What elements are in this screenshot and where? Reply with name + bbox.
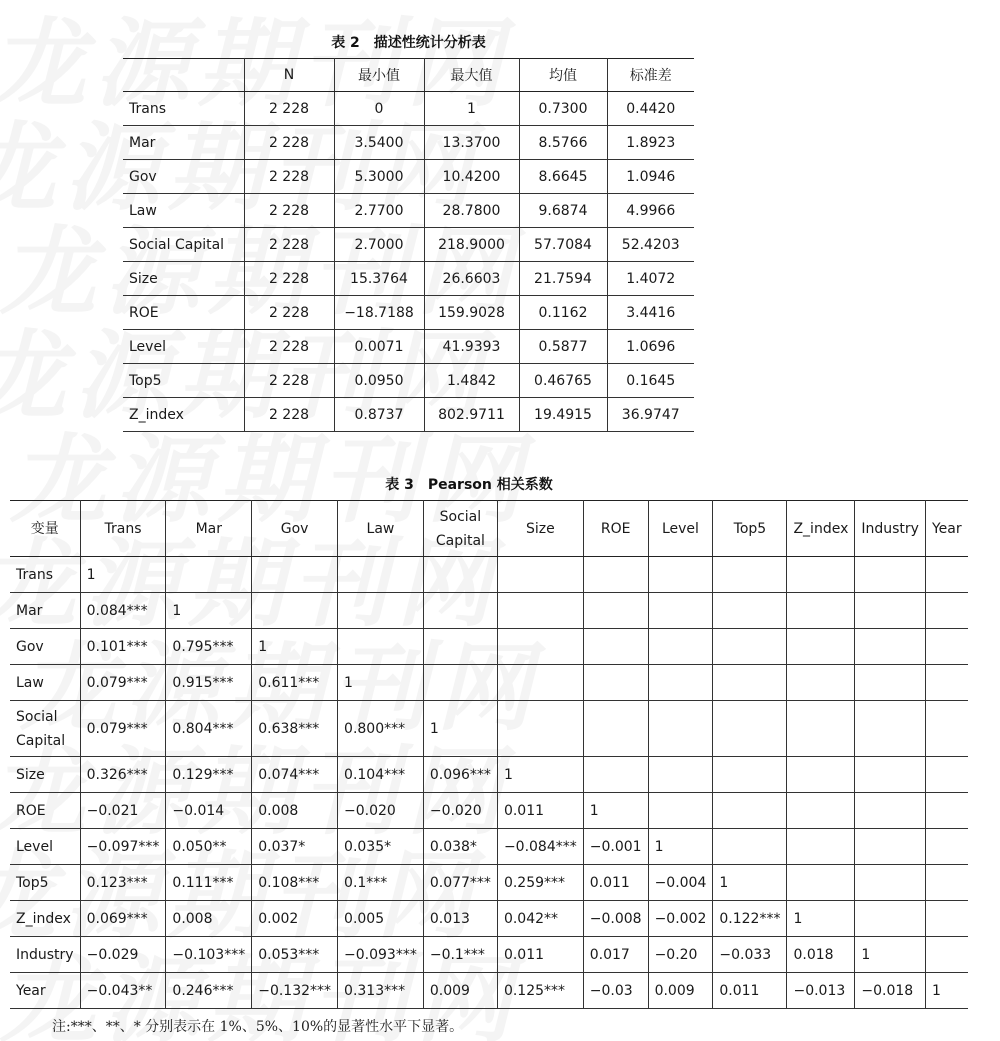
table-cell [423,593,497,629]
column-header: 最小值 [334,59,424,92]
descriptive-stats-table [123,58,694,432]
table-cell [338,629,424,665]
table-cell: 0.079*** [80,701,166,757]
table-cell: 0.104*** [338,757,424,793]
row-label: Industry [10,937,80,973]
row-label: Level [10,829,80,865]
table-cell: 1 [648,829,713,865]
table-cell: 0.804*** [166,701,252,757]
row-label: ROE [123,296,244,330]
table-cell: 28.7800 [424,194,519,228]
table-row [123,364,694,398]
table-row [10,665,968,701]
table-cell: −0.093*** [338,937,424,973]
table-cell: 1 [855,937,926,973]
table-cell: −0.033 [713,937,787,973]
table-row [123,296,694,330]
table-cell: 0.011 [583,865,648,901]
column-header: 均值 [519,59,607,92]
row-label: Z_index [123,398,244,432]
table-cell: 3.5400 [334,126,424,160]
row-label: ROE [10,793,80,829]
table-row [123,194,694,228]
table-cell: 26.6603 [424,262,519,296]
table-cell [583,593,648,629]
table-cell: 0.011 [497,793,583,829]
table-cell: 1 [338,665,424,701]
table-cell: 1 [166,593,252,629]
table-cell: 4.9966 [607,194,694,228]
table-cell [583,757,648,793]
table-cell: 0.053*** [252,937,338,973]
table-cell: −0.001 [583,829,648,865]
table-cell: 8.6645 [519,160,607,194]
row-label: Z_index [10,901,80,937]
column-header: Trans [80,501,166,557]
table-cell [925,701,967,757]
table-cell: 0.125*** [497,973,583,1009]
table-cell: 0.129*** [166,757,252,793]
table-cell: 0.111*** [166,865,252,901]
column-header [123,59,244,92]
table-cell: 0.795*** [166,629,252,665]
column-header: Gov [252,501,338,557]
table-cell: 57.7084 [519,228,607,262]
table-cell [855,557,926,593]
table-cell: −0.020 [423,793,497,829]
table-cell: −0.029 [80,937,166,973]
column-header: 变量 [10,501,80,557]
table-cell [648,629,713,665]
table-cell [855,665,926,701]
table-cell: 1 [424,92,519,126]
table-row [10,901,968,937]
table-cell: 1 [713,865,787,901]
column-header: Industry [855,501,926,557]
table-cell: 0.1*** [338,865,424,901]
column-header: Top5 [713,501,787,557]
table-cell: 2 228 [244,330,334,364]
table-row [10,701,968,757]
table-cell: −0.020 [338,793,424,829]
table-cell: 0.0071 [334,330,424,364]
table-cell: 0.638*** [252,701,338,757]
table-cell [787,593,855,629]
column-header: Level [648,501,713,557]
table-cell: 0.4420 [607,92,694,126]
column-header: N [244,59,334,92]
table-cell: 0.096*** [423,757,497,793]
table-cell: 0.313*** [338,973,424,1009]
table-cell: 2 228 [244,262,334,296]
table-cell: 2 228 [244,398,334,432]
row-label: Top5 [10,865,80,901]
table-cell: 0.008 [252,793,338,829]
row-label: Gov [10,629,80,665]
table-cell [925,557,967,593]
table-cell [787,665,855,701]
table-cell [713,757,787,793]
table-cell [648,593,713,629]
table-cell: 3.4416 [607,296,694,330]
table-cell [583,629,648,665]
table-cell [925,757,967,793]
table-cell: 0.050** [166,829,252,865]
table-cell: −0.1*** [423,937,497,973]
table-row [10,757,968,793]
table-header-row [10,501,968,557]
table-cell [787,629,855,665]
column-header: Social Capital [423,501,497,557]
table-cell: 1.4842 [424,364,519,398]
table-cell [787,757,855,793]
table-cell: 19.4915 [519,398,607,432]
table-cell [338,557,424,593]
table-cell: 0.038* [423,829,497,865]
table-cell: 0.246*** [166,973,252,1009]
table-cell [787,793,855,829]
table-cell [252,557,338,593]
table-cell: 0 [334,92,424,126]
table-cell: 0.008 [166,901,252,937]
table-cell: −0.03 [583,973,648,1009]
table-cell: 0.079*** [80,665,166,701]
column-header: Size [497,501,583,557]
table-cell: 0.0950 [334,364,424,398]
table-cell: 0.259*** [497,865,583,901]
table-row [10,557,968,593]
table-cell: 41.9393 [424,330,519,364]
table-cell: 0.5877 [519,330,607,364]
table-cell [925,665,967,701]
table-cell: 13.3700 [424,126,519,160]
table-cell [648,701,713,757]
column-header: 标准差 [607,59,694,92]
table-cell [925,865,967,901]
table-cell: 1.0696 [607,330,694,364]
table-cell [925,629,967,665]
table-cell [855,865,926,901]
table-cell: 1 [497,757,583,793]
table-header-row [123,59,694,92]
column-header: Year [925,501,967,557]
table-cell: 2 228 [244,228,334,262]
table-cell: 1 [583,793,648,829]
table-cell: 1.4072 [607,262,694,296]
table-cell: 0.013 [423,901,497,937]
row-label: Trans [10,557,80,593]
table-cell [338,593,424,629]
table-cell: 1 [252,629,338,665]
table-cell: 0.46765 [519,364,607,398]
table-cell: 0.074*** [252,757,338,793]
table-cell [713,557,787,593]
row-label: Social Capital [123,228,244,262]
table-row [10,629,968,665]
table-cell [713,665,787,701]
table-cell [855,829,926,865]
table-cell: 0.108*** [252,865,338,901]
table-cell [855,629,926,665]
table-cell: 10.4200 [424,160,519,194]
table-cell [925,937,967,973]
table-cell: 0.005 [338,901,424,937]
table-cell: 0.800*** [338,701,424,757]
column-header: Z_index [787,501,855,557]
table-cell: 0.018 [787,937,855,973]
table-row [10,865,968,901]
row-label: Mar [123,126,244,160]
table3-caption: 表 3 Pearson 相关系数 [385,477,553,493]
table-cell: 36.9747 [607,398,694,432]
row-label: Level [123,330,244,364]
table-cell [252,593,338,629]
table-cell [497,593,583,629]
table-cell: 0.035* [338,829,424,865]
table-cell: −0.097*** [80,829,166,865]
table-cell [713,829,787,865]
table-cell: 0.326*** [80,757,166,793]
table-cell [583,665,648,701]
table-cell: 8.5766 [519,126,607,160]
table-cell [855,901,926,937]
table-row [123,398,694,432]
table-cell [855,757,926,793]
table-row [10,973,968,1009]
table-cell: 0.1162 [519,296,607,330]
table-cell: 0.011 [497,937,583,973]
table-cell [648,557,713,593]
table-cell [713,629,787,665]
table-cell [787,865,855,901]
table-cell: 2.7700 [334,194,424,228]
table-row [10,937,968,973]
table-cell: 0.915*** [166,665,252,701]
table-cell: 0.069*** [80,901,166,937]
table-cell: 218.9000 [424,228,519,262]
table-cell: 1 [787,901,855,937]
table-row [123,126,694,160]
row-label: Year [10,973,80,1009]
table-cell: 0.123*** [80,865,166,901]
table-cell: −0.084*** [497,829,583,865]
table-cell: 0.8737 [334,398,424,432]
table-cell: 1 [80,557,166,593]
table-cell: 0.009 [648,973,713,1009]
table-cell: 0.1645 [607,364,694,398]
row-label: Size [10,757,80,793]
table-cell [855,593,926,629]
table-cell: 2 228 [244,160,334,194]
row-label: Social Capital [10,701,80,757]
table-cell: 15.3764 [334,262,424,296]
table-cell: 0.042** [497,901,583,937]
table-cell [648,757,713,793]
column-header: Mar [166,501,252,557]
table-row [10,829,968,865]
row-label: Mar [10,593,80,629]
table-cell: 2 228 [244,194,334,228]
table-cell: −0.021 [80,793,166,829]
table-cell: −0.20 [648,937,713,973]
table-cell: 802.9711 [424,398,519,432]
table-cell [497,557,583,593]
row-label: Gov [123,160,244,194]
table-cell [787,701,855,757]
column-header: Law [338,501,424,557]
row-label: Top5 [123,364,244,398]
row-label: Law [123,194,244,228]
table-row [10,793,968,829]
table-cell: 0.611*** [252,665,338,701]
table-row [123,330,694,364]
table-cell [583,557,648,593]
table-cell: −0.018 [855,973,926,1009]
table2-caption: 表 2 描述性统计分析表 [331,35,486,51]
pearson-correlation-table [10,500,968,1009]
table-cell [497,665,583,701]
table-cell: 5.3000 [334,160,424,194]
table-row [10,593,968,629]
row-label: Law [10,665,80,701]
table-cell: −0.014 [166,793,252,829]
table-cell [787,829,855,865]
table-cell [713,593,787,629]
table-cell [925,793,967,829]
table-cell: 1.0946 [607,160,694,194]
table-cell: −0.013 [787,973,855,1009]
table-cell [855,793,926,829]
table-cell: 2 228 [244,126,334,160]
table-row [123,92,694,126]
table-cell: 0.101*** [80,629,166,665]
table-cell: 0.084*** [80,593,166,629]
table-cell [787,557,855,593]
row-label: Trans [123,92,244,126]
table-cell: 0.002 [252,901,338,937]
table-cell: 2.7000 [334,228,424,262]
table-cell: −0.043** [80,973,166,1009]
table-cell: 0.009 [423,973,497,1009]
table-cell: 2 228 [244,296,334,330]
column-header: ROE [583,501,648,557]
table-cell: −0.132*** [252,973,338,1009]
table-cell: 52.4203 [607,228,694,262]
table-cell: 1.8923 [607,126,694,160]
table-cell [497,629,583,665]
table-cell: 1 [423,701,497,757]
table-cell: −18.7188 [334,296,424,330]
table-cell: 0.077*** [423,865,497,901]
table-row [123,262,694,296]
table-cell: −0.008 [583,901,648,937]
table-cell [423,665,497,701]
table-cell [423,557,497,593]
table-cell: 9.6874 [519,194,607,228]
table-row [123,160,694,194]
table-cell: 159.9028 [424,296,519,330]
table-cell [648,793,713,829]
table-cell: 0.122*** [713,901,787,937]
table-cell [925,901,967,937]
table-cell [648,665,713,701]
table-cell: −0.002 [648,901,713,937]
table-cell [925,593,967,629]
table-footnote: 注:***、**、* 分别表示在 1%、5%、10%的显著性水平下显著。 [52,1019,464,1035]
table-cell [855,701,926,757]
table-cell [497,701,583,757]
table-cell: 0.7300 [519,92,607,126]
table-cell: 0.037* [252,829,338,865]
table-cell: −0.004 [648,865,713,901]
table-cell [713,793,787,829]
table-cell: 2 228 [244,92,334,126]
table-cell [423,629,497,665]
table-cell: 0.017 [583,937,648,973]
table-cell [583,701,648,757]
table-cell: 0.011 [713,973,787,1009]
table-cell: 1 [925,973,967,1009]
table-row [123,228,694,262]
column-header: 最大值 [424,59,519,92]
table-cell [713,701,787,757]
table-cell: 21.7594 [519,262,607,296]
table-cell [166,557,252,593]
row-label: Size [123,262,244,296]
table-cell: −0.103*** [166,937,252,973]
table-cell: 2 228 [244,364,334,398]
table-cell [925,829,967,865]
